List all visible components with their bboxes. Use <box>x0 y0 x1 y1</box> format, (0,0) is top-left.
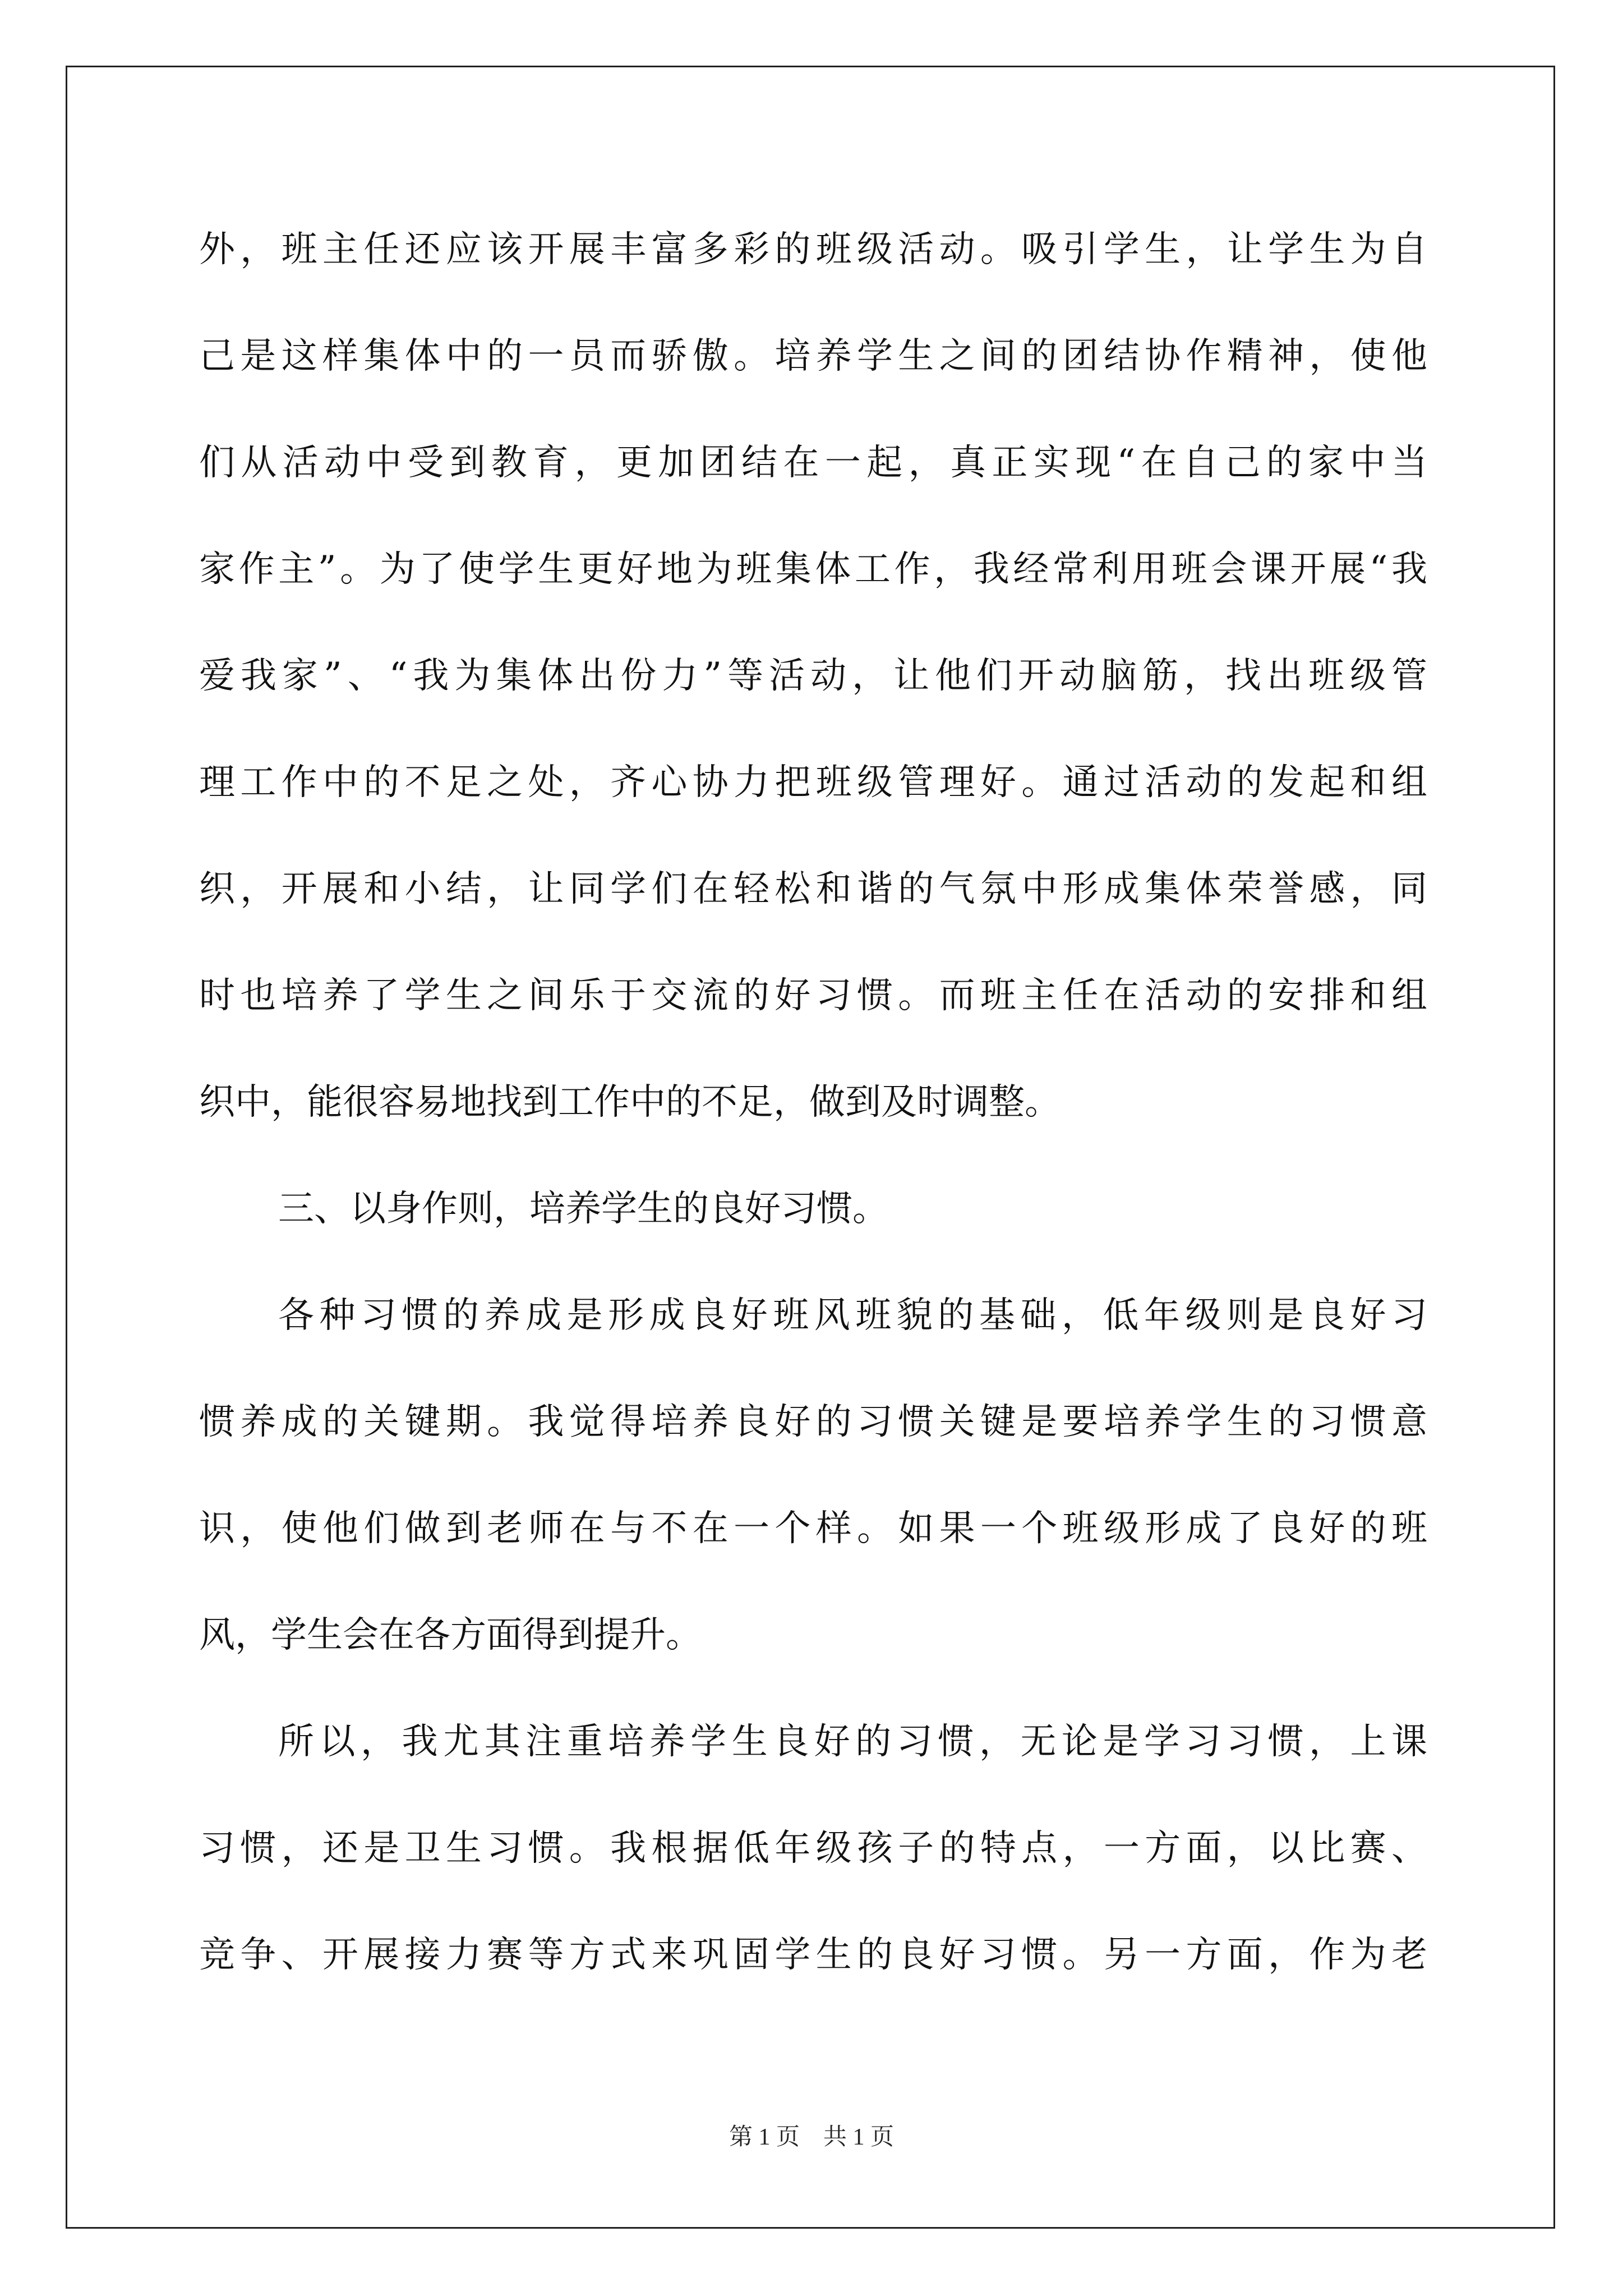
body-line: 风，学生会在各方面得到提升。 <box>199 1614 702 1656</box>
body-line: 们从活动中受到教育，更加团结在一起，真正实现“在自己的家中当 <box>199 442 1427 484</box>
body-line: 家作主”。为了使学生更好地为班集体工作，我经常利用班会课开展“我 <box>199 549 1427 590</box>
page-footer: 第 1 页 共 1 页 <box>728 2124 894 2150</box>
body-line: 各种习惯的养成是形成良好班风班貌的基础，低年级则是良好习 <box>278 1295 1427 1336</box>
page-border <box>66 66 1555 2229</box>
body-line: 识，使他们做到老师在与不在一个样。如果一个班级形成了良好的班 <box>199 1508 1427 1549</box>
body-line: 外，班主任还应该开展丰富多彩的班级活动。吸引学生，让学生为自 <box>199 229 1427 270</box>
section-heading: 三、以身作则，培养学生的良好习惯。 <box>278 1188 888 1230</box>
body-line: 竞争、开展接力赛等方式来巩固学生的良好习惯。另一方面，作为老 <box>199 1934 1427 1976</box>
body-line: 织中，能很容易地找到工作中的不足，做到及时调整。 <box>199 1082 1061 1123</box>
body-line: 所以，我尤其注重培养学生良好的习惯，无论是学习习惯，上课 <box>278 1721 1427 1763</box>
body-line: 习惯，还是卫生习惯。我根据低年级孩子的特点，一方面，以比赛、 <box>199 1828 1427 1869</box>
body-line: 织，开展和小结，让同学们在轻松和谐的气氛中形成集体荣誉感，同 <box>199 868 1427 910</box>
body-line: 理工作中的不足之处，齐心协力把班级管理好。通过活动的发起和组 <box>199 762 1427 803</box>
body-line: 己是这样集体中的一员而骄傲。培养学生之间的团结协作精神，使他 <box>199 335 1427 377</box>
body-line: 爱我家”、“我为集体出份力”等活动，让他们开动脑筋，找出班级管 <box>199 655 1427 697</box>
body-line: 时也培养了学生之间乐于交流的好习惯。而班主任在活动的安排和组 <box>199 975 1427 1016</box>
body-line: 惯养成的关键期。我觉得培养良好的习惯关键是要培养学生的习惯意 <box>199 1401 1427 1443</box>
